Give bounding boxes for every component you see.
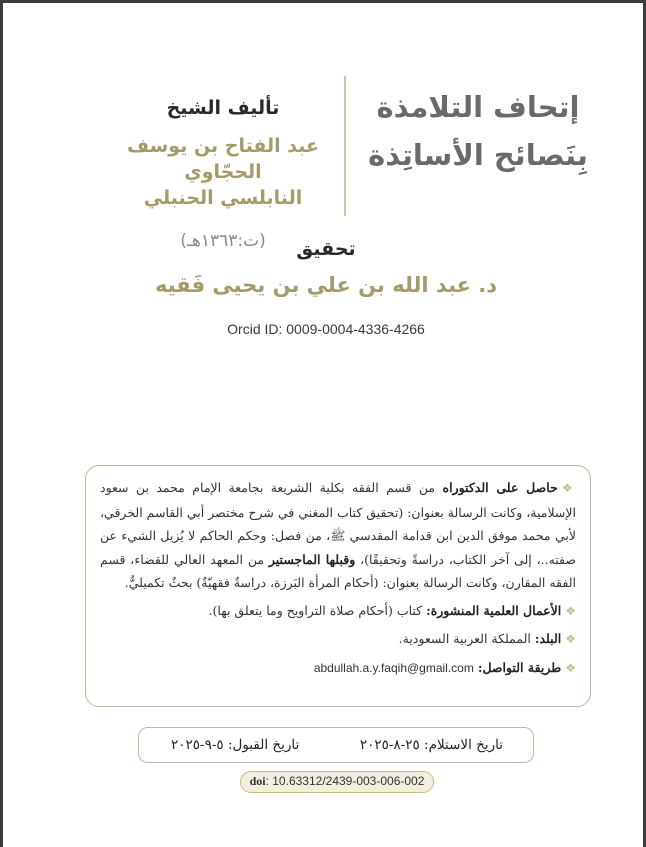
bio-item-heading: حاصل على الدكتوراه — [442, 480, 558, 495]
book-title — [348, 83, 608, 179]
diamond-bullet-icon: ❖ — [565, 660, 576, 675]
doi-badge[interactable] — [240, 771, 434, 793]
bio-item-country — [100, 627, 576, 652]
author-name — [98, 133, 348, 211]
bio-item-heading-2: وقبلها الماجستير — [268, 551, 356, 567]
doi-value: : 10.63312/2439-003-006-002 — [265, 774, 425, 788]
author-label: تأليف الشيخ — [166, 97, 280, 119]
bio-item-text-2: من المعهد العالي للقضاء، قسم الفقه المقارن، وكانت الرسالة بعنوان: (أحكام المرأة البَرزة، دراسةٌ فقهيّةٌ) بحثٌ تكميليٌّ. — [100, 551, 576, 590]
bio-item-publications — [100, 599, 576, 624]
editor-label: تحقيق — [296, 238, 356, 260]
bio-item-text: كتاب (أحكام صلاة التراويح وما يتعلق بها). — [208, 602, 427, 618]
author-death-date: (ت:١٣٦٣هـ) — [180, 231, 266, 251]
orcid-id: Orcid ID: 0009-0004-4336-4266 — [227, 321, 425, 337]
dates-box — [138, 727, 534, 763]
bio-item-text: المملكة العربية السعودية. — [398, 631, 535, 646]
diamond-bullet-icon: ❖ — [565, 603, 576, 618]
bio-item-heading: البلد: — [534, 631, 562, 646]
document-page — [3, 3, 643, 847]
doi-label: doi — [249, 774, 266, 788]
accepted-date-value: ٥-٩-٢٠٢٥ — [171, 737, 224, 753]
bio-item-text: من قسم الفقه بكلية الشريعة بجامعة الإمام محمد بن سعود الإسلامية، وكانت الرسالة بعنوان: (تحقيق كتاب المغني في شرح مختصر أبي القاسم الخرقي، لأبي محمد موفق الدين ابن قدامة المقدسي ﷺ، من فصل: وحكم الحاكم لا يُزيل الشيء عن صفته..، إلى آخر الكتاب، دراسةً وتحقيقًا)، — [100, 480, 576, 567]
editor-bio-box — [85, 465, 591, 707]
received-date-value: ٢٥-٨-٢٠٢٥ — [359, 737, 420, 753]
diamond-bullet-icon: ❖ — [565, 632, 576, 646]
accepted-date-label: تاريخ القبول: — [227, 737, 300, 753]
bio-item-heading: الأعمال العلمية المنشورة: — [426, 602, 562, 618]
book-title-line1: إتحاف التلامذة — [376, 90, 580, 124]
author-block — [98, 93, 348, 251]
email-link[interactable]: abdullah.a.y.faqih@gmail.com — [313, 660, 474, 675]
author-name-line1: عبد الفتاح بن يوسف الحجّاوي — [126, 135, 320, 183]
editor-name: د. عبد الله بن علي بن يحيى فَقيه — [154, 273, 498, 297]
bio-item-education — [100, 476, 576, 595]
received-date — [360, 737, 503, 753]
received-date-label: تاريخ الاستلام: — [424, 737, 503, 753]
book-title-line2: بِنَصائح الأساتِذة — [368, 138, 588, 172]
accepted-date — [171, 737, 299, 753]
author-name-line2: النابلسي الحنبلي — [143, 187, 303, 209]
bio-item-heading: طريقة التواصل: — [477, 659, 562, 675]
diamond-bullet-icon: ❖ — [561, 481, 576, 495]
bio-item-contact — [100, 656, 576, 681]
